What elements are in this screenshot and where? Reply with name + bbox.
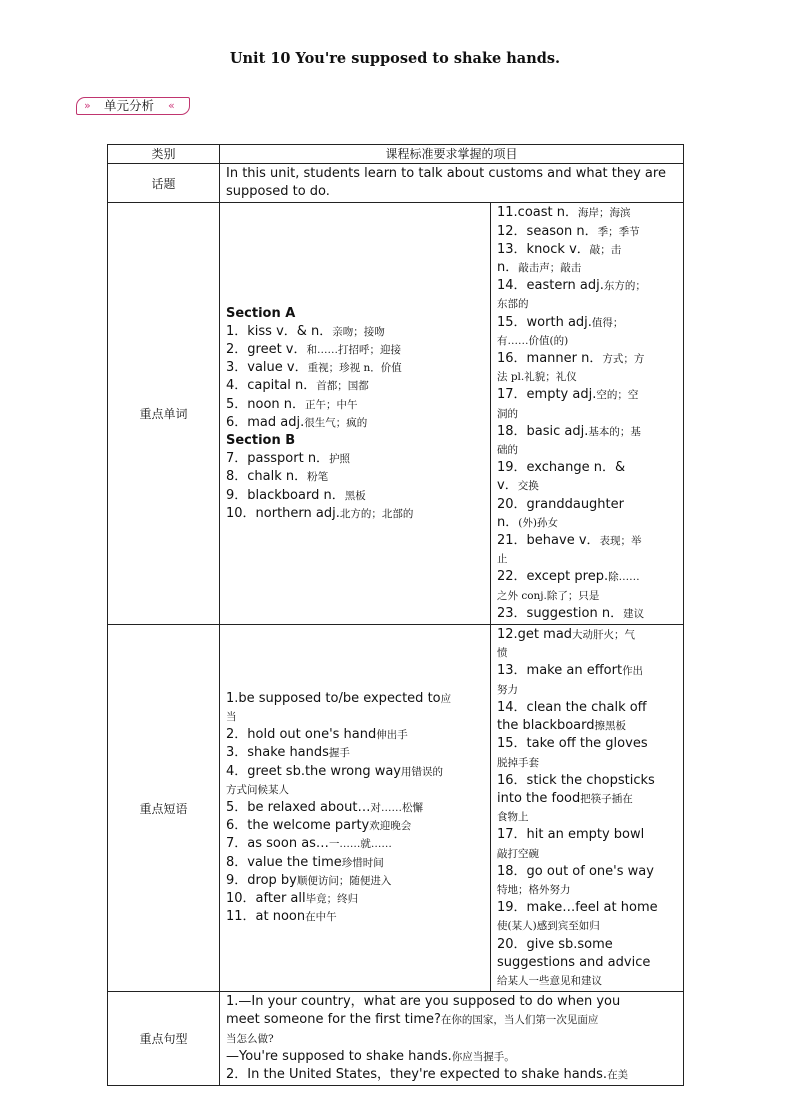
entry-chinese: 季；季节 (597, 225, 640, 238)
entry-english: 9．blackboard n． (226, 487, 345, 503)
entry-chinese: 海岸；海滨 (577, 207, 631, 220)
vocab-item (226, 323, 484, 341)
phrase-item (497, 644, 677, 662)
entry-chinese: 当怎么做? (226, 1032, 274, 1045)
entry-english: 15．take off the gloves (497, 736, 648, 752)
badge-label: 单元分析 (104, 98, 155, 113)
entry-english: 17．empty adj. (497, 387, 597, 403)
entry-chinese: 黑板 (344, 489, 366, 502)
entry-english: 8．chalk n． (226, 469, 308, 485)
header-category: 类别 (108, 145, 220, 164)
entry-english: 4．capital n． (226, 378, 317, 394)
vocab-item (226, 505, 484, 523)
entry-chinese: 毕竟；终归 (305, 893, 359, 906)
phrase-item (226, 690, 484, 708)
vocab-item (497, 532, 677, 550)
entry-chinese: 当 (226, 710, 237, 723)
vocab-item (226, 341, 484, 359)
entry-chinese: 北方的；北部的 (339, 507, 414, 520)
entry-english: 11．at noon (226, 909, 306, 925)
phrase-item (497, 735, 677, 753)
entry-chinese: 一……就…… (328, 838, 392, 851)
entry-english: 20．give sb.some (497, 936, 613, 952)
entry-chinese: 值得； (591, 316, 624, 329)
entry-chinese: 在美 (607, 1068, 629, 1081)
header-items: 课程标准要求掌握的项目 (220, 145, 684, 164)
phrase-item (226, 781, 484, 799)
phrase-item (226, 908, 484, 926)
phrase-item (226, 763, 484, 781)
phrase-item (226, 890, 484, 908)
phrases-left-column (220, 625, 491, 992)
entry-chinese: 很生气；疯的 (304, 416, 368, 429)
entry-chinese: 正午；中午 (305, 398, 358, 411)
double-chevron-right-icon: » (84, 99, 91, 112)
entry-english: 14．clean the chalk off (497, 699, 647, 715)
entry-chinese: 握手 (328, 747, 350, 760)
entry-english: n． (497, 514, 519, 530)
entry-english: 2．hold out one's hand (226, 727, 377, 743)
entry-english: 19．exchange n．& (497, 460, 626, 476)
entry-chinese: (外)孙女 (518, 516, 558, 529)
entry-english: 2．In the United States，they're expected to shake hands. (226, 1066, 608, 1082)
entry-english: 12.get mad (497, 627, 573, 643)
entry-chinese: 粉笔 (307, 471, 329, 484)
phrase-item (226, 726, 484, 744)
entry-english: 3．value v． (226, 360, 308, 376)
sentence-line (226, 1011, 677, 1029)
syllabus-table (107, 144, 684, 1086)
entry-english: 19．make…feel at home (497, 900, 658, 916)
entry-chinese: 东部的 (497, 298, 529, 311)
entry-english: —You're supposed to shake hands. (226, 1048, 452, 1064)
entry-english: 7．as soon as… (226, 836, 329, 852)
entry-chinese: 对……松懈 (370, 802, 423, 814)
entry-chinese: 食物上 (497, 811, 529, 824)
vocab-item (226, 396, 484, 414)
entry-english: n． (497, 260, 519, 276)
entry-chinese: 护照 (329, 453, 351, 466)
entry-chinese: 方式；方 (602, 353, 645, 366)
entry-chinese: 愤 (497, 647, 508, 660)
words-row (108, 203, 684, 625)
entry-chinese: 法 pl.礼貌；礼仪 (497, 371, 577, 384)
phrase-item (497, 917, 677, 935)
entry-english: 4．greet sb.the wrong way (226, 763, 401, 779)
entry-english: 13．make an effort (497, 663, 623, 679)
entry-english: 18．basic adj. (497, 423, 589, 439)
entry-chinese: 首都；国都 (316, 380, 369, 393)
vocab-item (497, 587, 677, 605)
entry-chinese: 使(某人)感到宾至如归 (497, 920, 600, 933)
sentence-line (226, 993, 677, 1011)
vocab-item (497, 314, 677, 332)
entry-english: suggestions and advice (497, 954, 651, 970)
entry-chinese: 欢迎晚会 (369, 820, 412, 833)
double-chevron-left-icon: « (168, 99, 175, 112)
vocab-item (497, 514, 677, 532)
sentences-row (108, 992, 684, 1086)
sentences-column (220, 992, 684, 1086)
vocab-item (497, 459, 677, 477)
sentence-line (226, 1030, 677, 1048)
phrase-item (497, 699, 677, 717)
phrases-category: 重点短语 (108, 625, 220, 992)
sentence-line (226, 1066, 677, 1084)
entry-english: 17．hit an empty bowl (497, 827, 645, 843)
phrases-row (108, 625, 684, 992)
entry-chinese: 有……价值(的) (497, 334, 569, 347)
vocab-item (497, 405, 677, 423)
entry-english: 5．noon n． (226, 396, 306, 412)
vocab-item (497, 423, 677, 441)
entry-chinese: 珍惜时间 (341, 856, 384, 869)
entry-chinese: 在你的国家，当人们第一次见面应 (440, 1014, 599, 1027)
phrase-item (497, 881, 677, 899)
entry-english: 21．behave v． (497, 533, 600, 549)
vocab-item (497, 295, 677, 313)
entry-chinese: 除…… (608, 571, 640, 584)
sentences-category: 重点句型 (108, 992, 220, 1086)
phrases-right-column (491, 625, 684, 992)
entry-english: 2．greet v． (226, 341, 307, 357)
sentence-line (226, 1048, 677, 1066)
entry-english: the blackboard (497, 718, 595, 734)
entry-chinese: 大动肝火；气 (572, 629, 636, 642)
topic-row (108, 164, 684, 203)
vocab-item (497, 496, 677, 514)
entry-english: into the food (497, 790, 581, 806)
phrase-item (226, 744, 484, 762)
entry-english: 16．manner n． (497, 351, 603, 367)
vocab-item (497, 241, 677, 259)
words-category: 重点单词 (108, 203, 220, 625)
entry-chinese: 方式问候某人 (226, 783, 289, 796)
vocab-item (226, 305, 484, 323)
vocab-item (497, 368, 677, 386)
entry-chinese: 和……打招呼；迎接 (306, 343, 402, 356)
vocab-item (497, 568, 677, 586)
entry-english: 13．knock v． (497, 241, 590, 257)
entry-chinese: 础的 (497, 444, 518, 457)
words-left-column (220, 203, 491, 625)
entry-chinese: 脱掉手套 (497, 756, 539, 769)
entry-chinese: 表现；举 (599, 535, 642, 548)
entry-english: 1．kiss v．& n． (226, 323, 333, 339)
phrase-item (497, 808, 677, 826)
vocab-item (226, 468, 484, 486)
vocab-item (497, 332, 677, 350)
entry-chinese: 重视；珍视 n．价值 (307, 362, 402, 375)
entry-chinese: 努力 (497, 683, 518, 696)
entry-chinese: 敲击声；敲击 (518, 262, 582, 275)
entry-chinese: 之外 conj.除了；只是 (497, 589, 600, 602)
phrase-item (226, 799, 484, 817)
entry-english: 5．be relaxed about… (226, 800, 371, 815)
phrase-item (226, 708, 484, 726)
vocab-item (497, 605, 677, 623)
phrase-item (497, 772, 677, 790)
entry-english: 18．go out of one's way (497, 863, 654, 879)
page-title: Unit 10 You're supposed to shake hands. (229, 50, 561, 67)
entry-english: 16．stick the chopsticks (497, 772, 655, 788)
entry-chinese: 基本的；基 (588, 425, 641, 438)
vocab-item (497, 204, 677, 222)
entry-english: 7．passport n． (226, 451, 330, 467)
entry-chinese: 应 (440, 692, 452, 705)
vocab-item (226, 487, 484, 505)
phrase-item (497, 754, 677, 772)
phrase-item (497, 717, 677, 735)
section-heading: Section B (226, 432, 296, 448)
vocab-item (226, 377, 484, 395)
phrase-item (226, 817, 484, 835)
entry-chinese: 伸出手 (376, 729, 408, 742)
vocab-item (497, 350, 677, 368)
vocab-item (497, 441, 677, 459)
entry-english: meet someone for the first time? (226, 1012, 441, 1028)
phrase-item (497, 681, 677, 699)
phrase-item (497, 863, 677, 881)
entry-chinese: 顺便访问；随便进入 (296, 874, 392, 887)
entry-english: 22．except prep. (497, 569, 609, 585)
entry-english: 23．suggestion n． (497, 605, 624, 621)
entry-english: 3．shake hands (226, 745, 329, 761)
vocab-item (497, 277, 677, 295)
entry-english: 10．after all (226, 891, 306, 907)
entry-chinese: 特地；格外努力 (497, 883, 571, 896)
phrase-item (497, 826, 677, 844)
phrase-item (497, 936, 677, 954)
entry-chinese: 东方的； (603, 280, 646, 293)
entry-english: 20．granddaughter (497, 496, 624, 512)
entry-chinese: 擦黑板 (594, 720, 627, 733)
topic-text: In this unit, students learn to talk about customs and what they are supposed to do. (220, 164, 684, 203)
entry-chinese: 空的；空 (596, 389, 639, 402)
section-badge (76, 95, 192, 117)
vocab-item (497, 477, 677, 495)
phrase-item (497, 626, 677, 644)
table-header-row (108, 145, 684, 164)
entry-chinese: 交换 (517, 480, 539, 493)
entry-english: 6．mad adj. (226, 414, 305, 430)
entry-english: 14．eastern adj. (497, 278, 604, 294)
phrase-item (497, 954, 677, 972)
entry-english: 11.coast n． (497, 205, 578, 221)
phrase-item (497, 845, 677, 863)
phrase-item (497, 899, 677, 917)
phrase-item (497, 972, 677, 990)
entry-english: 8．value the time (226, 854, 342, 870)
entry-chinese: 给某人一些意见和建议 (497, 974, 602, 987)
entry-english: 6．the welcome party (226, 818, 370, 834)
entry-english: 10．northern adj. (226, 505, 340, 521)
phrase-item (226, 854, 484, 872)
entry-chinese: 敲打空碗 (497, 847, 539, 860)
vocab-item (497, 223, 677, 241)
phrase-item (497, 790, 677, 808)
vocab-item (226, 414, 484, 432)
vocab-item (497, 259, 677, 277)
phrase-item (226, 835, 484, 853)
phrase-item (497, 662, 677, 680)
entry-chinese: 亲吻；接吻 (332, 325, 385, 338)
vocab-item (226, 359, 484, 377)
vocab-item (497, 550, 677, 568)
entry-english: 1.—In your country，what are you supposed to do when you (226, 994, 621, 1010)
entry-chinese: 把筷子插在 (580, 792, 633, 805)
entry-chinese: 在中午 (305, 911, 337, 924)
phrase-item (226, 872, 484, 890)
section-heading: Section A (226, 305, 296, 321)
entry-english: v． (497, 478, 518, 494)
entry-chinese: 用错误的 (401, 765, 443, 778)
entry-chinese: 你应当握手。 (451, 1050, 515, 1063)
vocab-item (497, 386, 677, 404)
topic-category: 话题 (108, 164, 220, 203)
vocab-item (226, 432, 484, 450)
entry-chinese: 敲；击 (589, 243, 622, 256)
entry-chinese: 止 (497, 553, 508, 566)
entry-english: 9．drop by (226, 872, 297, 888)
entry-english: 12．season n． (497, 223, 598, 239)
entry-english: 1.be supposed to/be expected to (226, 690, 441, 706)
entry-chinese: 作出 (622, 665, 644, 678)
words-right-column (491, 203, 684, 625)
vocab-item (226, 450, 484, 468)
entry-chinese: 建议 (623, 607, 645, 620)
entry-english: 15．worth adj. (497, 314, 592, 330)
entry-chinese: 洞的 (497, 407, 518, 420)
